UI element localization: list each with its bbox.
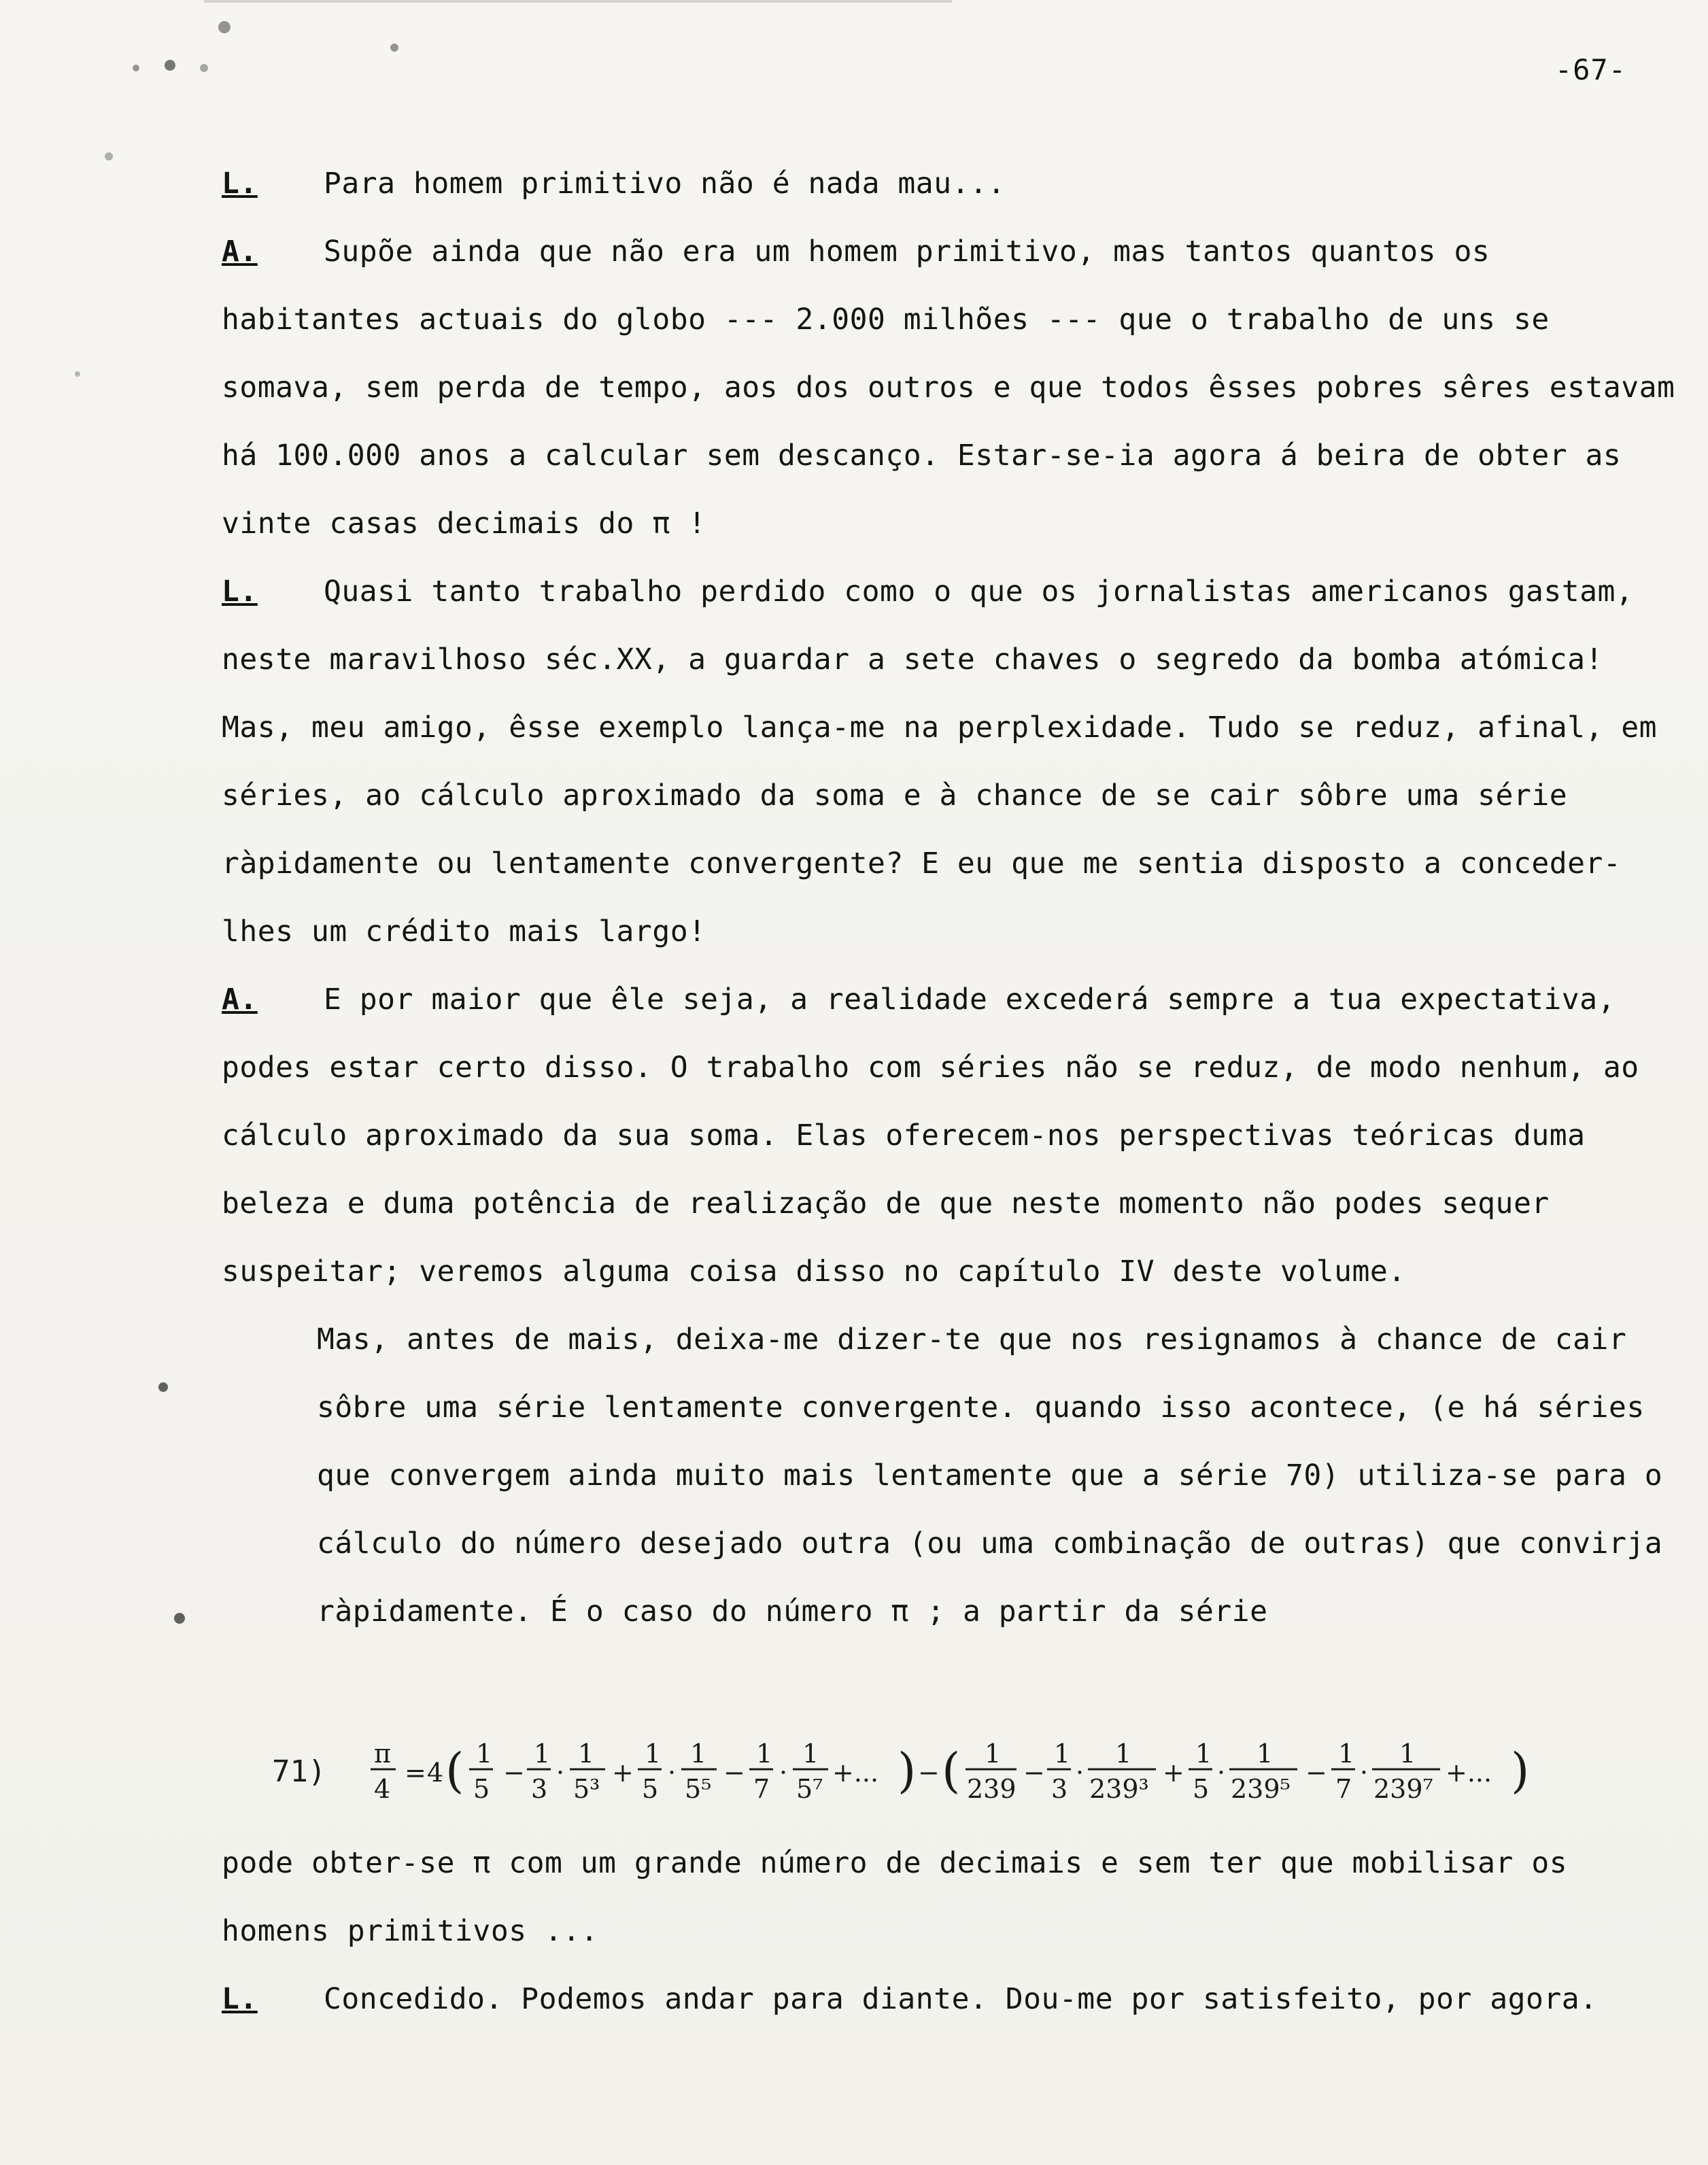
term-num: 1 <box>578 1739 595 1769</box>
speaker-label: A. <box>222 983 258 1017</box>
term-den: 239 <box>967 1774 1017 1804</box>
term-den: 5⁵ <box>685 1774 712 1804</box>
paren-open: ( <box>445 1743 464 1799</box>
term-den: 3 <box>531 1774 548 1804</box>
term-num: 1 <box>534 1739 551 1769</box>
dialogue-text-line: Para homem primitivo não é nada mau... <box>324 167 1006 201</box>
speaker-label: L. <box>222 1982 258 2016</box>
term-num: 1 <box>1195 1739 1212 1769</box>
op-minus: − <box>1305 1758 1327 1788</box>
term-num: 1 <box>756 1739 773 1769</box>
term-den: 239⁷ <box>1373 1774 1433 1804</box>
term-den: 3 <box>1051 1774 1068 1804</box>
op-dot: · <box>779 1758 788 1788</box>
op-dot: · <box>1360 1758 1369 1788</box>
formula-svg <box>272 1727 1673 1815</box>
series-formula <box>272 1727 1673 1815</box>
speaker-label: L. <box>222 167 258 201</box>
op-minus: − <box>723 1758 745 1788</box>
formula-lhs-numerator: π <box>374 1739 391 1769</box>
term-num: 1 <box>690 1739 707 1769</box>
op-plus: + <box>612 1758 634 1788</box>
formula-lhs-denominator: 4 <box>374 1774 391 1804</box>
speaker-label: A. <box>222 235 258 269</box>
term-den: 239³ <box>1089 1774 1149 1804</box>
dialogue-text-line: Supõe ainda que não era um homem primitivo, mas tantos quantos os habitantes actuais do globo --- 2.000 milhões --- que o trabalho de uns se somava, sem perda de tempo, aos dos outros e que todos êsses pobres sêres estavam há 100.000 anos a calcular sem descanço. Estar-se-ia agora á beira de obter as vinte casas decimais do π ! <box>222 235 1693 541</box>
after-formula-paragraph: pode obter-se π com um grande número de decimais e sem ter que mobilisar os homens primitivos ... <box>222 1846 1586 1948</box>
term-num: 1 <box>1257 1739 1274 1769</box>
narrative-paragraph: Mas, antes de mais, deixa-me dizer-te que nos resignamos à chance de cair sôbre uma série lentamente convergente. quando isso acontece, (e há séries que convergem ainda muito mais lentamente que a série 70) utiliza-se para o cálculo do número desejado outra (ou uma combinação de outras) que convirja ràpidamente. É o caso do número π ; a partir da série <box>317 1323 1681 1629</box>
op-dot: · <box>668 1758 677 1788</box>
term-num: 1 <box>802 1739 819 1769</box>
term-num: 1 <box>1399 1739 1416 1769</box>
dialogue-line <box>222 966 1677 1306</box>
op-minus: − <box>1023 1758 1045 1788</box>
term-num: 1 <box>645 1739 662 1769</box>
term-den: 5 <box>642 1774 659 1804</box>
dialogue-line <box>222 1965 1677 2033</box>
term-num: 1 <box>1115 1739 1132 1769</box>
term-den: 7 <box>1335 1774 1352 1804</box>
paren-close: ) <box>1511 1743 1530 1799</box>
term-den: 5 <box>473 1774 490 1804</box>
page-number: -67- <box>1554 53 1626 86</box>
op-dot: · <box>556 1758 565 1788</box>
dialogue-line <box>222 218 1693 558</box>
term-den: 7 <box>753 1774 770 1804</box>
term-num: 1 <box>985 1739 1002 1769</box>
term-num: 1 <box>1054 1739 1071 1769</box>
dialogue-text-line: Concedido. Podemos andar para diante. Dou-me por satisfeito, por agora. <box>324 1982 1598 2016</box>
term-den: 5³ <box>573 1774 600 1804</box>
after-formula-text <box>222 1829 1677 2033</box>
dialogue-line <box>222 558 1677 966</box>
op-ellipsis: +... <box>1446 1758 1492 1788</box>
paren-open: ( <box>942 1743 961 1799</box>
formula-equals: = <box>405 1758 426 1788</box>
term-den: 5 <box>1193 1774 1210 1804</box>
dialogue-text <box>222 150 1693 1646</box>
term-den: 5⁷ <box>796 1774 823 1804</box>
paren-close: ) <box>898 1743 917 1799</box>
speaker-label: L. <box>222 575 258 609</box>
dialogue-line <box>222 150 1677 218</box>
term-num: 1 <box>476 1739 493 1769</box>
term-num: 1 <box>1338 1739 1355 1769</box>
formula-coefficient: 4 <box>427 1758 444 1788</box>
op-plus: + <box>1163 1758 1184 1788</box>
op-ellipsis: +... <box>832 1758 879 1788</box>
op-dot: · <box>1076 1758 1084 1788</box>
formula-label: 71) <box>272 1754 326 1789</box>
op-minus: − <box>918 1758 940 1788</box>
dialogue-text-line: E por maior que êle seja, a realidade excederá sempre a tua expectativa, podes estar certo disso. O trabalho com séries não se reduz, de modo nenhum, ao cálculo aproximado da sua soma. Elas oferecem-nos perspectivas teóricas duma beleza e duma potência de realização de que neste momento não podes sequer suspeitar; veremos alguma coisa disso no capítulo IV deste volume. <box>222 983 1658 1289</box>
op-minus: − <box>503 1758 525 1788</box>
term-den: 239⁵ <box>1231 1774 1291 1804</box>
dialogue-text-line: Quasi tanto trabalho perdido como o que os jornalistas americanos gastam, neste maravilhoso séc.XX, a guardar a sete chaves o segredo da bomba atómica! Mas, meu amigo, êsse exemplo lança-me na perplexidade. Tudo se reduz, afinal, em séries, ao cálculo aproximado da soma e à chance de se cair sôbre uma série ràpidamente ou lentamente convergente? E eu que me sentia disposto a conceder-lhes um crédito mais largo! <box>222 575 1675 949</box>
op-dot: · <box>1217 1758 1226 1788</box>
